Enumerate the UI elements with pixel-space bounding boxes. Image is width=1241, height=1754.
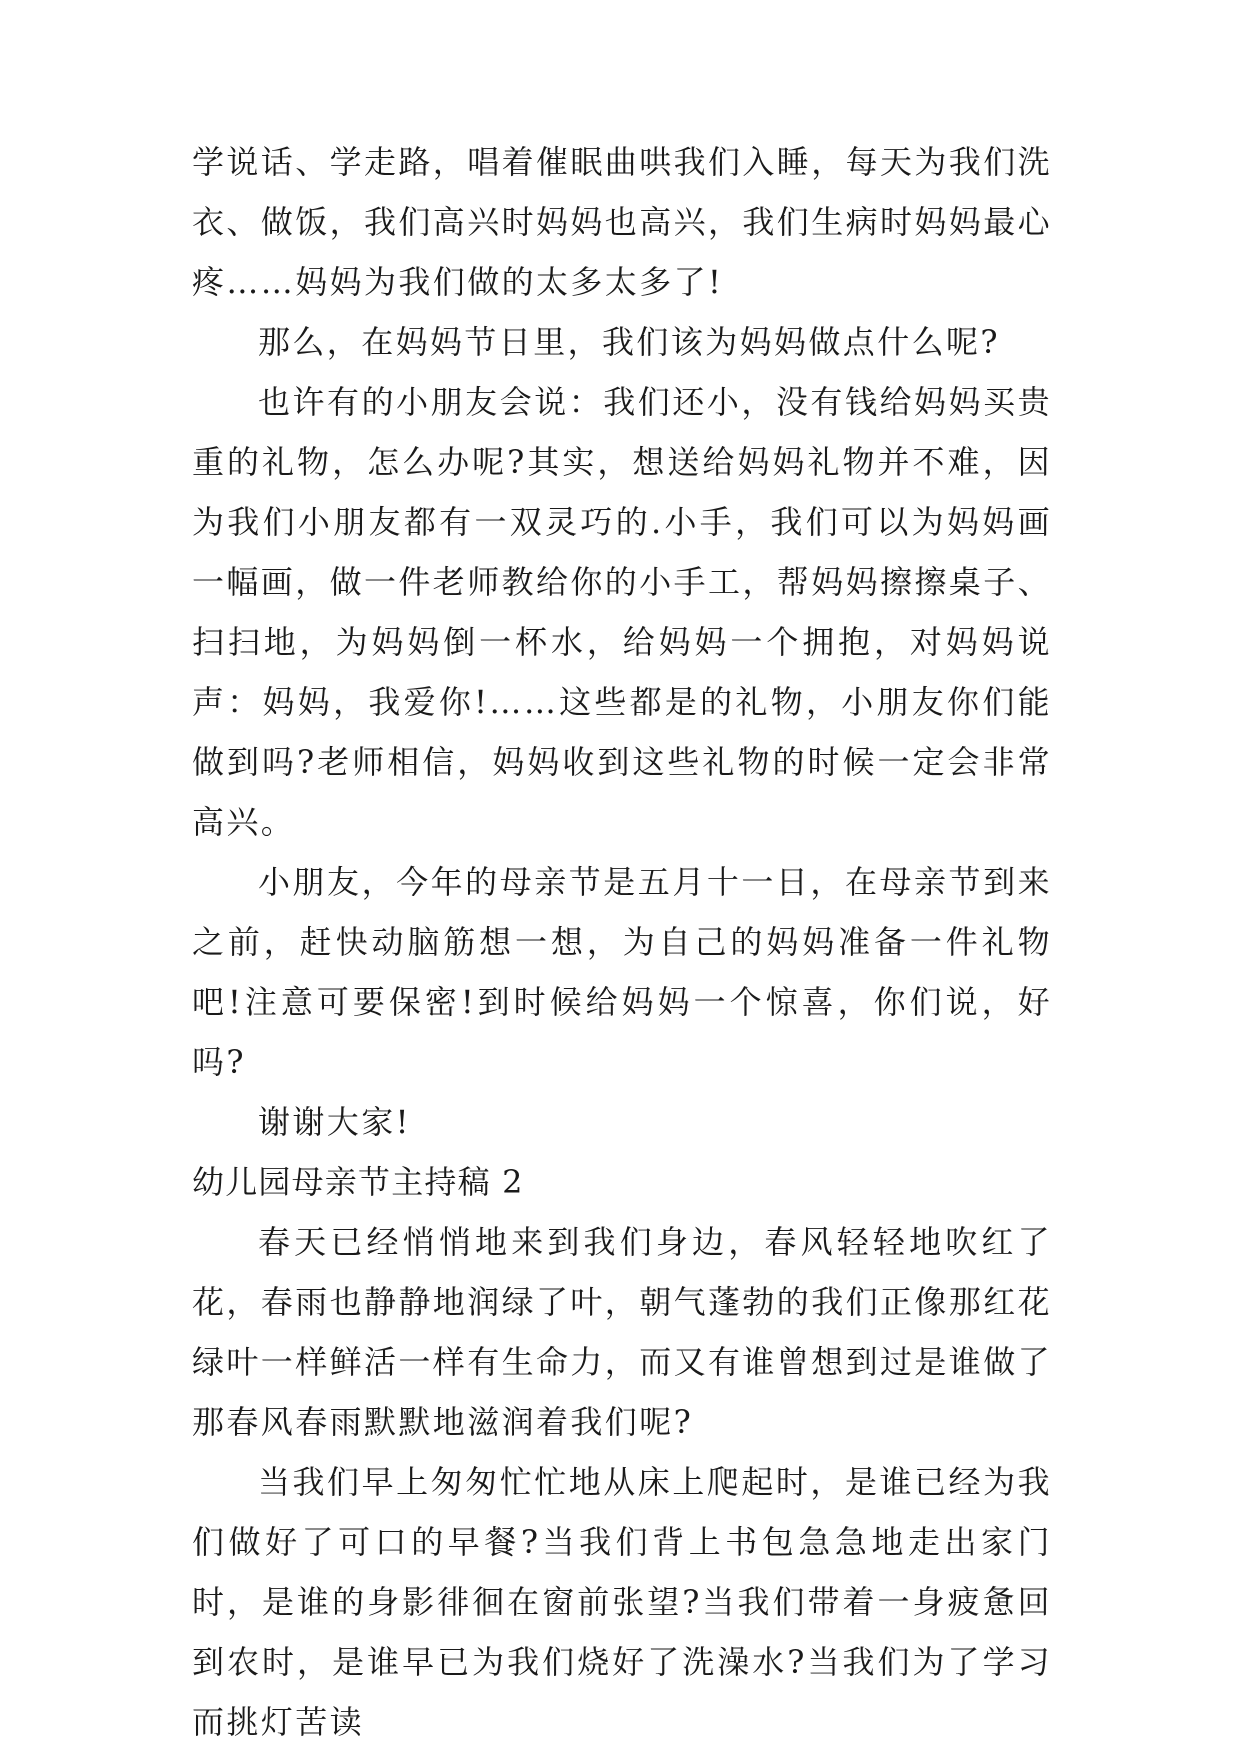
paragraph-5: 谢谢大家! — [258, 1103, 411, 1141]
section-paragraph-1: 春天已经悄悄地来到我们身边，春风轻轻地吹红了花，春雨也静静地润绿了叶，朝气蓬勃的我们正像那红花绿叶一样鲜活一样有生命力，而又有谁曾想到过是谁做了那春风春雨默默地滋润着我们呢? — [192, 1223, 1053, 1441]
paragraph-4: 小朋友，今年的母亲节是五月十一日，在母亲节到来之前，赶快动脑筋想一想，为自己的妈妈准备一件礼物吧!注意可要保密!到时候给妈妈一个惊喜，你们说，好吗? — [192, 863, 1052, 1081]
document-body — [192, 132, 1052, 1752]
section-paragraph-2: 当我们早上匆匆忙忙地从床上爬起时，是谁已经为我们做好了可口的早餐?当我们背上书包急急地走出家门时，是谁的身影徘徊在窗前张望?当我们带着一身疲惫回到农时，是谁早已为我们烧好了洗澡水?当我们为了学习而挑灯苦读 — [192, 1463, 1052, 1741]
paragraph-3: 也许有的小朋友会说：我们还小，没有钱给妈妈买贵重的礼物，怎么办呢?其实，想送给妈妈礼物并不难，因为我们小朋友都有一双灵巧的.小手，我们可以为妈妈画一幅画，做一件老师教给你的小手工，帮妈妈擦擦桌子、扫扫地，为妈妈倒一杯水，给妈妈一个拥抱，对妈妈说声：妈妈，我爱你!……这些都是的礼物，小朋友你们能做到吗?老师相信，妈妈收到这些礼物的时候一定会非常高兴。 — [192, 383, 1053, 841]
section-heading: 幼儿园母亲节主持稿 2 — [192, 1163, 524, 1201]
paragraph-2: 那么，在妈妈节日里，我们该为妈妈做点什么呢? — [258, 323, 1000, 361]
paragraph-1: 学说话、学走路，唱着催眠曲哄我们入睡，每天为我们洗衣、做饭，我们高兴时妈妈也高兴，我们生病时妈妈最心疼……妈妈为我们做的太多太多了! — [192, 143, 1053, 301]
